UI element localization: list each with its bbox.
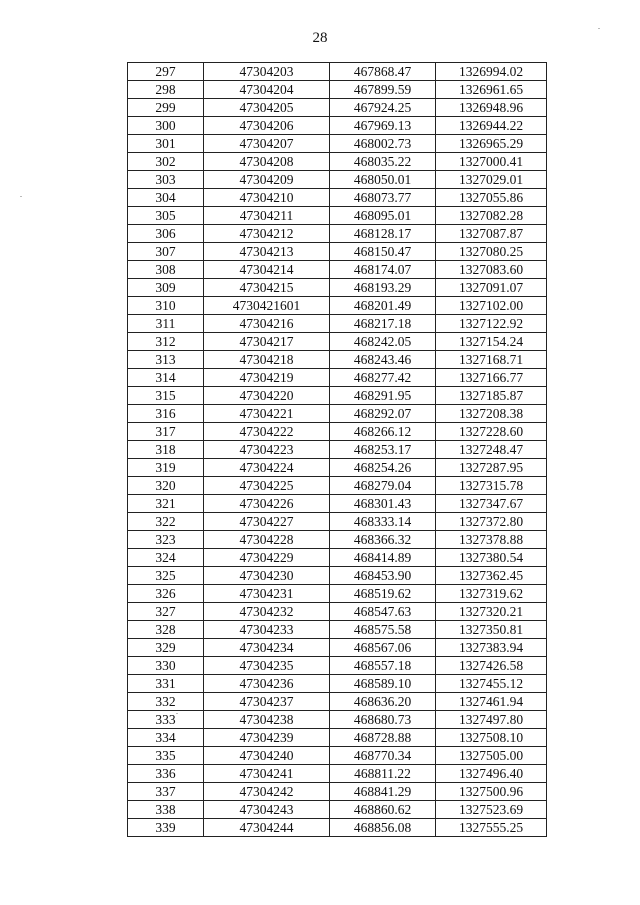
x-coordinate-cell: 468680.73 <box>330 711 436 729</box>
point-code-cell: 47304207 <box>204 135 330 153</box>
point-number-cell: 316 <box>128 405 204 423</box>
x-coordinate-cell: 468366.32 <box>330 531 436 549</box>
coordinates-table <box>127 62 547 837</box>
y-coordinate-cell: 1327372.80 <box>436 513 547 531</box>
table-row <box>128 423 547 441</box>
point-code-cell: 47304227 <box>204 513 330 531</box>
y-coordinate-cell: 1327083.60 <box>436 261 547 279</box>
x-coordinate-cell: 468253.17 <box>330 441 436 459</box>
y-coordinate-cell: 1327383.94 <box>436 639 547 657</box>
table-row <box>128 765 547 783</box>
point-code-cell: 47304233 <box>204 621 330 639</box>
y-coordinate-cell: 1327029.01 <box>436 171 547 189</box>
x-coordinate-cell: 468860.62 <box>330 801 436 819</box>
table-row <box>128 135 547 153</box>
x-coordinate-cell: 468073.77 <box>330 189 436 207</box>
point-code-cell: 47304232 <box>204 603 330 621</box>
point-number-cell: 329 <box>128 639 204 657</box>
point-code-cell: 47304206 <box>204 117 330 135</box>
point-number-cell: 330 <box>128 657 204 675</box>
page-number: 28 <box>312 30 328 46</box>
y-coordinate-cell: 1327154.24 <box>436 333 547 351</box>
y-coordinate-cell: 1327087.87 <box>436 225 547 243</box>
y-coordinate-cell: 1327287.95 <box>436 459 547 477</box>
table-row <box>128 513 547 531</box>
table-row <box>128 495 547 513</box>
point-code-cell: 47304218 <box>204 351 330 369</box>
y-coordinate-cell: 1327248.47 <box>436 441 547 459</box>
point-code-cell: 47304242 <box>204 783 330 801</box>
coordinates-table-body <box>128 63 547 837</box>
x-coordinate-cell: 468128.17 <box>330 225 436 243</box>
table-row <box>128 801 547 819</box>
point-number-cell: 306 <box>128 225 204 243</box>
point-number-cell: 299 <box>128 99 204 117</box>
y-coordinate-cell: 1327461.94 <box>436 693 547 711</box>
table-row <box>128 405 547 423</box>
table-row <box>128 675 547 693</box>
x-coordinate-cell: 468095.01 <box>330 207 436 225</box>
point-code-cell: 4730421601 <box>204 297 330 315</box>
y-coordinate-cell: 1327426.58 <box>436 657 547 675</box>
x-coordinate-cell: 467899.59 <box>330 81 436 99</box>
table-row <box>128 783 547 801</box>
x-coordinate-cell: 468453.90 <box>330 567 436 585</box>
y-coordinate-cell: 1327122.92 <box>436 315 547 333</box>
y-coordinate-cell: 1327362.45 <box>436 567 547 585</box>
point-code-cell: 47304213 <box>204 243 330 261</box>
point-number-cell: 311 <box>128 315 204 333</box>
y-coordinate-cell: 1327500.96 <box>436 783 547 801</box>
y-coordinate-cell: 1327508.10 <box>436 729 547 747</box>
point-number-cell: 319 <box>128 459 204 477</box>
y-coordinate-cell: 1327320.21 <box>436 603 547 621</box>
y-coordinate-cell: 1327380.54 <box>436 549 547 567</box>
point-number-cell: 320 <box>128 477 204 495</box>
x-coordinate-cell: 468217.18 <box>330 315 436 333</box>
point-number-cell: 307 <box>128 243 204 261</box>
point-number-cell: 331 <box>128 675 204 693</box>
y-coordinate-cell: 1326994.02 <box>436 63 547 81</box>
x-coordinate-cell: 467969.13 <box>330 117 436 135</box>
table-row <box>128 711 547 729</box>
x-coordinate-cell: 468770.34 <box>330 747 436 765</box>
point-number-cell: 298 <box>128 81 204 99</box>
y-coordinate-cell: 1327055.86 <box>436 189 547 207</box>
table-row <box>128 369 547 387</box>
x-coordinate-cell: 468292.07 <box>330 405 436 423</box>
x-coordinate-cell: 468243.46 <box>330 351 436 369</box>
point-number-cell: 314 <box>128 369 204 387</box>
table-row <box>128 351 547 369</box>
point-code-cell: 47304216 <box>204 315 330 333</box>
point-number-cell: 304 <box>128 189 204 207</box>
table-row <box>128 261 547 279</box>
table-row <box>128 459 547 477</box>
x-coordinate-cell: 468811.22 <box>330 765 436 783</box>
table-row <box>128 153 547 171</box>
point-number-cell: 324 <box>128 549 204 567</box>
table-row <box>128 243 547 261</box>
point-code-cell: 47304220 <box>204 387 330 405</box>
x-coordinate-cell: 468002.73 <box>330 135 436 153</box>
table-row <box>128 819 547 837</box>
point-code-cell: 47304224 <box>204 459 330 477</box>
x-coordinate-cell: 468856.08 <box>330 819 436 837</box>
point-number-cell: 310 <box>128 297 204 315</box>
y-coordinate-cell: 1327185.87 <box>436 387 547 405</box>
table-row <box>128 117 547 135</box>
table-row <box>128 441 547 459</box>
point-number-cell: 318 <box>128 441 204 459</box>
table-row <box>128 315 547 333</box>
point-number-cell: 313 <box>128 351 204 369</box>
point-code-cell: 47304231 <box>204 585 330 603</box>
point-code-cell: 47304244 <box>204 819 330 837</box>
y-coordinate-cell: 1327378.88 <box>436 531 547 549</box>
x-coordinate-cell: 468333.14 <box>330 513 436 531</box>
point-number-cell: 338 <box>128 801 204 819</box>
y-coordinate-cell: 1327102.00 <box>436 297 547 315</box>
point-number-cell: 328 <box>128 621 204 639</box>
x-coordinate-cell: 468636.20 <box>330 693 436 711</box>
point-code-cell: 47304217 <box>204 333 330 351</box>
x-coordinate-cell: 468279.04 <box>330 477 436 495</box>
y-coordinate-cell: 1327319.62 <box>436 585 547 603</box>
y-coordinate-cell: 1327315.78 <box>436 477 547 495</box>
table-row <box>128 333 547 351</box>
x-coordinate-cell: 468301.43 <box>330 495 436 513</box>
point-number-cell: 337 <box>128 783 204 801</box>
x-coordinate-cell: 468254.26 <box>330 459 436 477</box>
point-number-cell: 327 <box>128 603 204 621</box>
table-row <box>128 657 547 675</box>
table-row <box>128 639 547 657</box>
point-number-cell: 321 <box>128 495 204 513</box>
table-row <box>128 279 547 297</box>
point-number-cell: 297 <box>128 63 204 81</box>
point-number-cell: 334 <box>128 729 204 747</box>
point-number-cell: 309 <box>128 279 204 297</box>
y-coordinate-cell: 1327228.60 <box>436 423 547 441</box>
table-row <box>128 99 547 117</box>
y-coordinate-cell: 1327082.28 <box>436 207 547 225</box>
y-coordinate-cell: 1326948.96 <box>436 99 547 117</box>
point-code-cell: 47304241 <box>204 765 330 783</box>
x-coordinate-cell: 468266.12 <box>330 423 436 441</box>
x-coordinate-cell: 468547.63 <box>330 603 436 621</box>
table-row <box>128 585 547 603</box>
table-row <box>128 747 547 765</box>
point-code-cell: 47304234 <box>204 639 330 657</box>
table-row <box>128 171 547 189</box>
x-coordinate-cell: 468291.95 <box>330 387 436 405</box>
x-coordinate-cell: 468242.05 <box>330 333 436 351</box>
point-code-cell: 47304243 <box>204 801 330 819</box>
point-code-cell: 47304228 <box>204 531 330 549</box>
point-code-cell: 47304212 <box>204 225 330 243</box>
y-coordinate-cell: 1327080.25 <box>436 243 547 261</box>
y-coordinate-cell: 1327523.69 <box>436 801 547 819</box>
x-coordinate-cell: 467868.47 <box>330 63 436 81</box>
point-code-cell: 47304219 <box>204 369 330 387</box>
x-coordinate-cell: 468150.47 <box>330 243 436 261</box>
point-code-cell: 47304211 <box>204 207 330 225</box>
point-number-cell: 326 <box>128 585 204 603</box>
y-coordinate-cell: 1327168.71 <box>436 351 547 369</box>
x-coordinate-cell: 468557.18 <box>330 657 436 675</box>
y-coordinate-cell: 1327555.25 <box>436 819 547 837</box>
scan-speck <box>598 28 600 29</box>
point-code-cell: 47304203 <box>204 63 330 81</box>
point-code-cell: 47304222 <box>204 423 330 441</box>
table-row <box>128 63 547 81</box>
y-coordinate-cell: 1326965.29 <box>436 135 547 153</box>
point-number-cell: 336 <box>128 765 204 783</box>
point-code-cell: 47304239 <box>204 729 330 747</box>
point-number-cell: 323 <box>128 531 204 549</box>
point-code-cell: 47304209 <box>204 171 330 189</box>
table-row <box>128 207 547 225</box>
table-row <box>128 531 547 549</box>
x-coordinate-cell: 468841.29 <box>330 783 436 801</box>
table-row <box>128 567 547 585</box>
point-number-cell: 335 <box>128 747 204 765</box>
point-number-cell: 302 <box>128 153 204 171</box>
point-code-cell: 47304225 <box>204 477 330 495</box>
y-coordinate-cell: 1327347.67 <box>436 495 547 513</box>
table-row <box>128 477 547 495</box>
x-coordinate-cell: 468575.58 <box>330 621 436 639</box>
point-number-cell: 303 <box>128 171 204 189</box>
y-coordinate-cell: 1327497.80 <box>436 711 547 729</box>
point-code-cell: 47304205 <box>204 99 330 117</box>
point-code-cell: 47304240 <box>204 747 330 765</box>
x-coordinate-cell: 467924.25 <box>330 99 436 117</box>
y-coordinate-cell: 1327350.81 <box>436 621 547 639</box>
table-row <box>128 81 547 99</box>
point-number-cell: 315 <box>128 387 204 405</box>
y-coordinate-cell: 1327000.41 <box>436 153 547 171</box>
table-row <box>128 387 547 405</box>
point-number-cell: 312 <box>128 333 204 351</box>
point-code-cell: 47304230 <box>204 567 330 585</box>
point-code-cell: 47304210 <box>204 189 330 207</box>
y-coordinate-cell: 1327208.38 <box>436 405 547 423</box>
y-coordinate-cell: 1326944.22 <box>436 117 547 135</box>
point-code-cell: 47304223 <box>204 441 330 459</box>
point-code-cell: 47304235 <box>204 657 330 675</box>
table-row <box>128 225 547 243</box>
table-row <box>128 603 547 621</box>
point-code-cell: 47304214 <box>204 261 330 279</box>
y-coordinate-cell: 1327505.00 <box>436 747 547 765</box>
table-row <box>128 189 547 207</box>
x-coordinate-cell: 468050.01 <box>330 171 436 189</box>
point-code-cell: 47304236 <box>204 675 330 693</box>
point-number-cell: 305 <box>128 207 204 225</box>
y-coordinate-cell: 1327166.77 <box>436 369 547 387</box>
scan-speck <box>176 713 178 714</box>
point-number-cell: 325 <box>128 567 204 585</box>
table-row <box>128 297 547 315</box>
table-row <box>128 693 547 711</box>
point-code-cell: 47304226 <box>204 495 330 513</box>
point-code-cell: 47304221 <box>204 405 330 423</box>
point-code-cell: 47304238 <box>204 711 330 729</box>
y-coordinate-cell: 1326961.65 <box>436 81 547 99</box>
point-code-cell: 47304208 <box>204 153 330 171</box>
x-coordinate-cell: 468567.06 <box>330 639 436 657</box>
table-row <box>128 729 547 747</box>
x-coordinate-cell: 468277.42 <box>330 369 436 387</box>
table-row <box>128 621 547 639</box>
scan-speck <box>20 196 22 197</box>
point-number-cell: 301 <box>128 135 204 153</box>
x-coordinate-cell: 468414.89 <box>330 549 436 567</box>
x-coordinate-cell: 468519.62 <box>330 585 436 603</box>
x-coordinate-cell: 468201.49 <box>330 297 436 315</box>
y-coordinate-cell: 1327091.07 <box>436 279 547 297</box>
point-number-cell: 300 <box>128 117 204 135</box>
table-row <box>128 549 547 567</box>
point-number-cell: 308 <box>128 261 204 279</box>
x-coordinate-cell: 468035.22 <box>330 153 436 171</box>
point-number-cell: 339 <box>128 819 204 837</box>
x-coordinate-cell: 468193.29 <box>330 279 436 297</box>
point-code-cell: 47304204 <box>204 81 330 99</box>
point-code-cell: 47304237 <box>204 693 330 711</box>
point-number-cell: 317 <box>128 423 204 441</box>
point-number-cell: 322 <box>128 513 204 531</box>
x-coordinate-cell: 468174.07 <box>330 261 436 279</box>
y-coordinate-cell: 1327496.40 <box>436 765 547 783</box>
point-number-cell: 333 <box>128 711 204 729</box>
x-coordinate-cell: 468728.88 <box>330 729 436 747</box>
point-code-cell: 47304215 <box>204 279 330 297</box>
point-code-cell: 47304229 <box>204 549 330 567</box>
point-number-cell: 332 <box>128 693 204 711</box>
x-coordinate-cell: 468589.10 <box>330 675 436 693</box>
y-coordinate-cell: 1327455.12 <box>436 675 547 693</box>
